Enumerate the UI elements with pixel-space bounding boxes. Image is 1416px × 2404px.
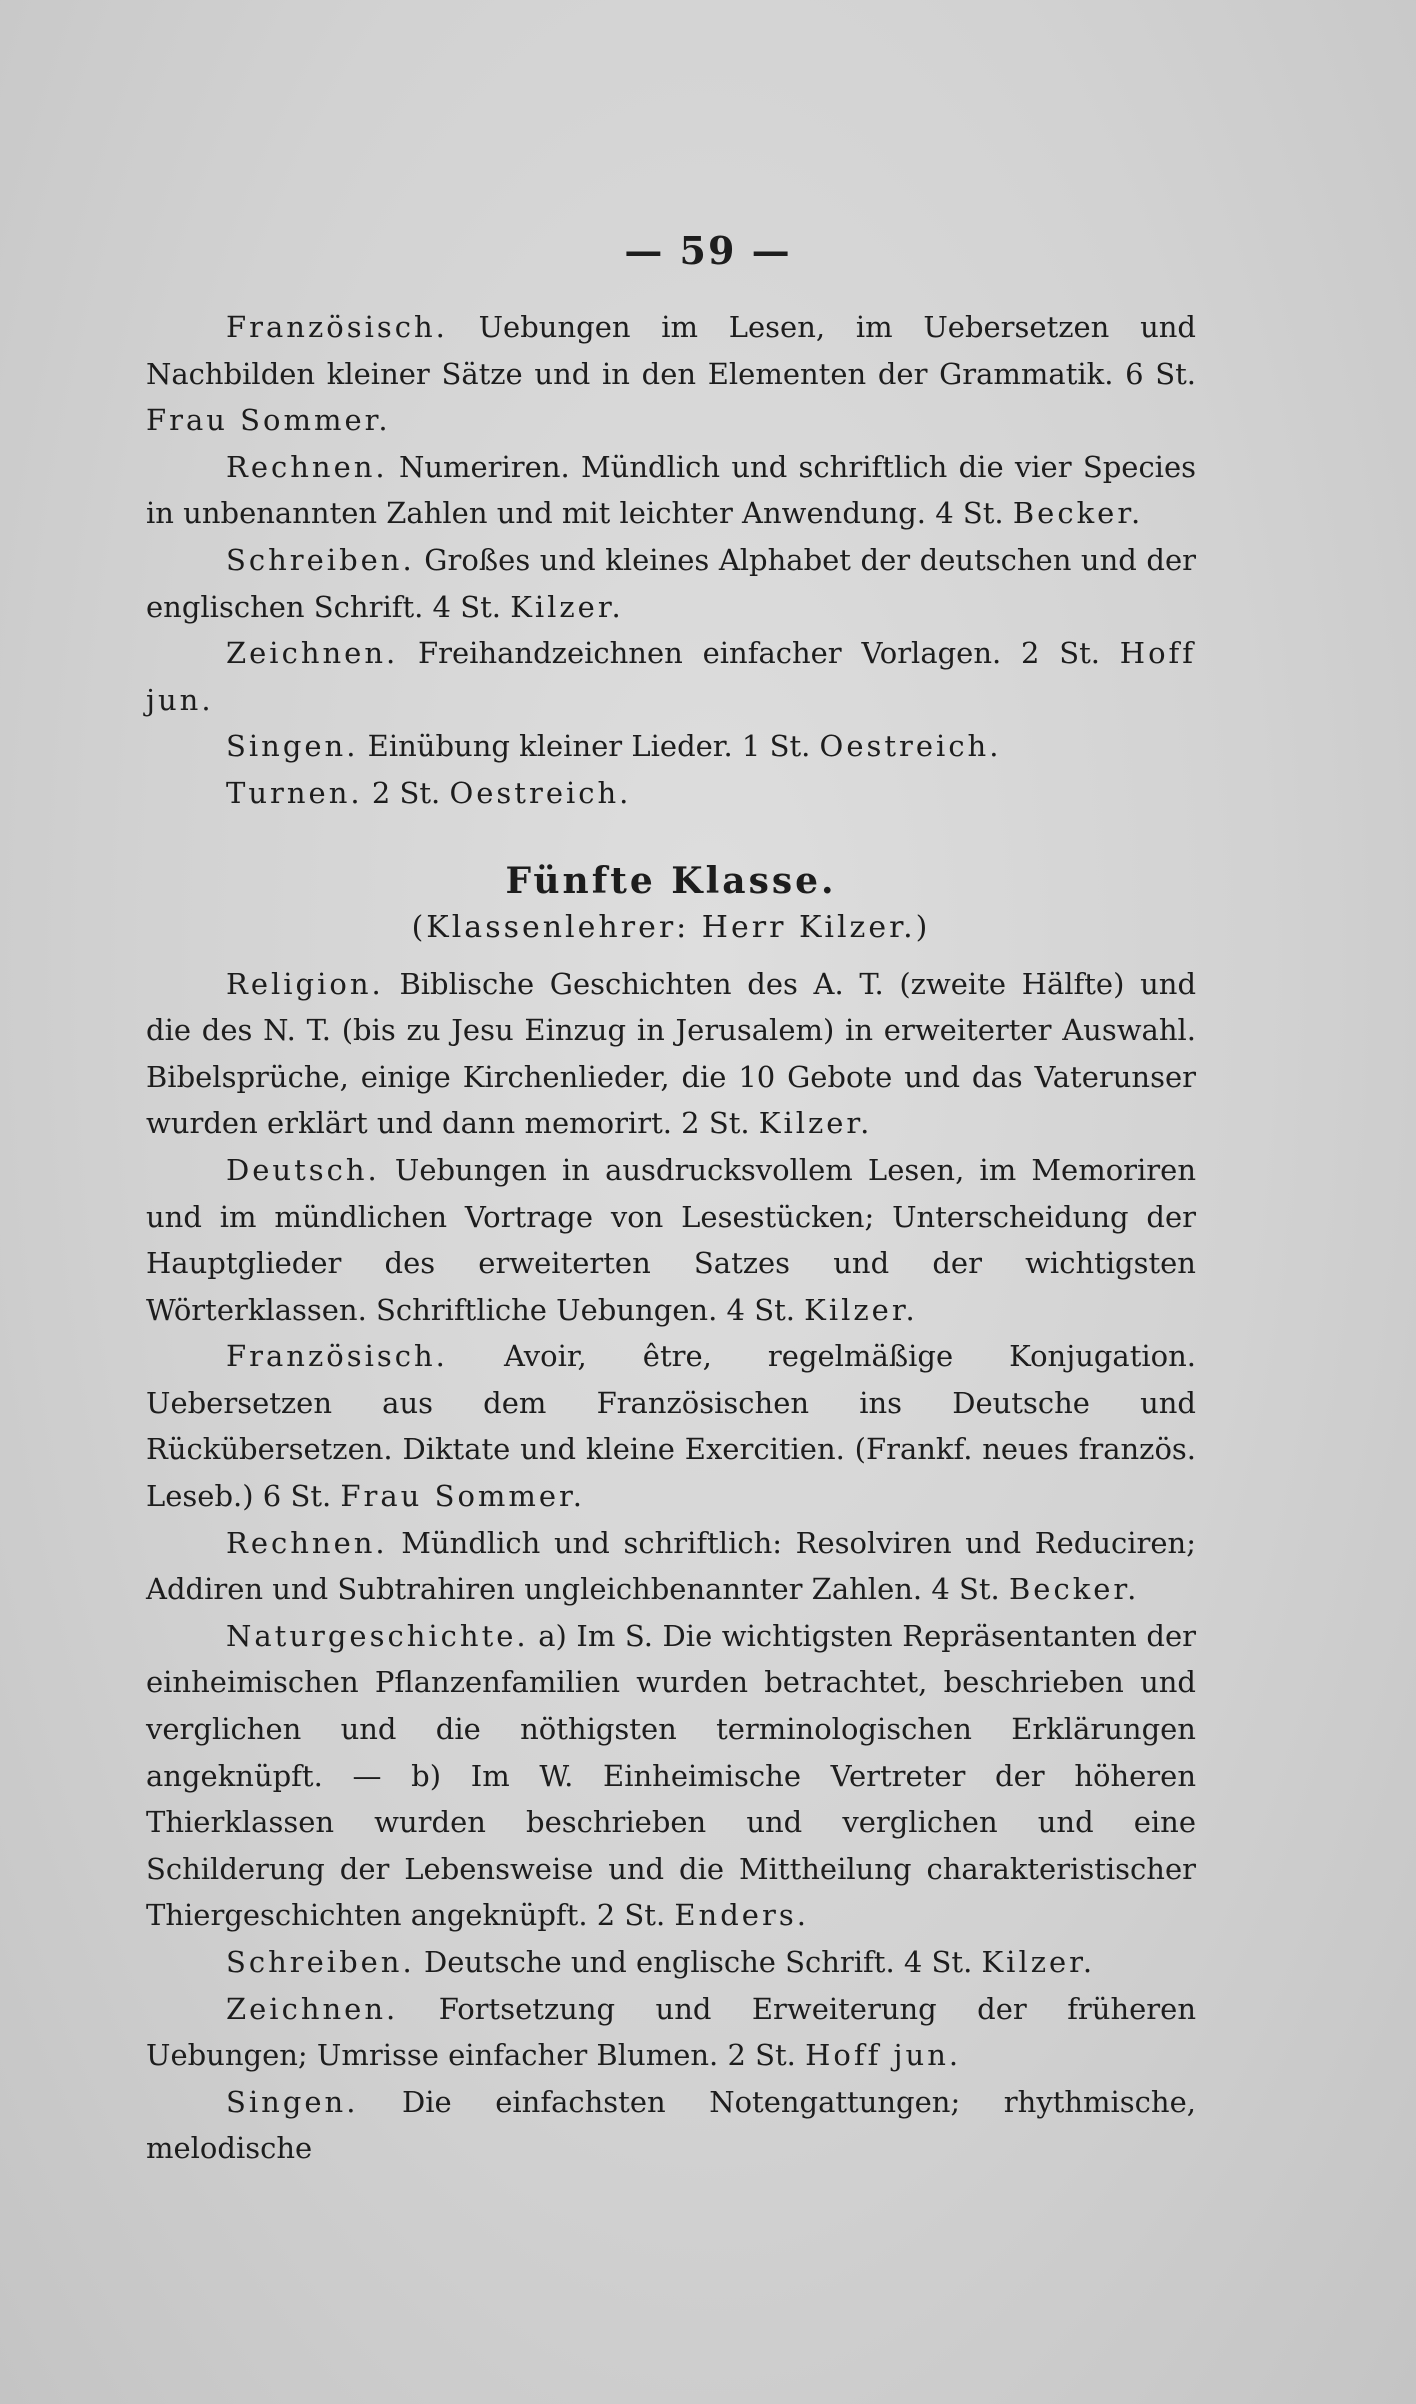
section-subheading: (Klassenlehrer: Herr Kilzer.) <box>411 909 931 945</box>
subject-label: Französisch. <box>226 1339 448 1374</box>
paragraph-text: Avoir, être, regelmäßige Konjugation. Uebersetzen aus dem Französischen ins Deutsche und Rückübersetzen. Diktate und kleine Exercitien. (Frankf. neues französ. Leseb.) 6 St. <box>146 1339 1197 1514</box>
subject-label: Rechnen. <box>226 449 388 484</box>
paragraph-text: Biblische Geschichten des A. T. (zweite Hälfte) und die des N. T. (bis zu Jesu Einzug in Jerusalem) in erweiterter Auswahl. Bibelsprüche, einige Kirchenlieder, die 10 Gebote und das Vaterunser wurden erklärt und dann memorirt. 2 St. <box>146 966 1197 1141</box>
teacher-name: Oestreich. <box>819 729 1002 764</box>
paragraph-franzoesisch-2 <box>146 1333 1196 1519</box>
paragraph-turnen <box>146 770 1196 817</box>
subject-label: Zeichnen. <box>226 1991 399 2026</box>
paragraph-religion <box>146 961 1196 1147</box>
subject-label: Singen. <box>226 729 359 764</box>
teacher-name: Enders. <box>674 1898 809 1933</box>
subject-label: Turnen. <box>226 775 363 810</box>
paragraph-text: Großes und kleines Alphabet der deutschen und der englischen Schrift. 4 St. <box>146 542 1197 624</box>
paragraph-franzoesisch <box>146 304 1196 444</box>
teacher-name: Kilzer. <box>804 1292 918 1327</box>
teacher-name: Becker. <box>1012 496 1144 531</box>
paragraph-schreiben <box>146 537 1196 630</box>
subject-label: Schreiben. <box>226 1945 415 1979</box>
paragraph-text: 2 St. <box>371 775 441 810</box>
page-number: — 59 — <box>624 228 792 273</box>
subject-label: Religion. <box>226 966 384 1001</box>
paragraph-text: Uebungen im Lesen, im Uebersetzen und Nachbilden kleiner Sätze und in den Elementen der Grammatik. 6 St. <box>146 310 1196 391</box>
teacher-name: Hoff jun. <box>805 2038 962 2073</box>
subject-label: Singen. <box>226 2084 359 2119</box>
subject-label: Französisch. <box>226 310 448 344</box>
paragraph-text: Die einfachsten Notengattungen; rhythmische, melodische <box>146 2084 1196 2166</box>
paragraph-rechnen <box>146 444 1196 537</box>
paragraph-text: Mündlich und schriftlich: Resolviren und Reduciren; Addiren und Subtrahiren ungleichbenannter Zahlen. 4 St. <box>146 1525 1196 1607</box>
paragraph-text: Freihandzeichnen einfacher Vorlagen. 2 St. <box>418 636 1100 671</box>
paragraph-deutsch <box>146 1147 1196 1333</box>
paragraph-text: Numeriren. Mündlich und schriftlich die vier Species in unbenannten Zahlen und mit leichter Anwendung. 4 St. <box>146 449 1196 531</box>
subject-label: Rechnen. <box>226 1525 388 1560</box>
teacher-name: Becker. <box>1008 1572 1140 1607</box>
teacher-name: Hoff jun. <box>146 636 1196 717</box>
subject-label: Schreiben. <box>226 542 415 577</box>
subject-label: Deutsch. <box>226 1152 380 1187</box>
teacher-name: Frau Sommer. <box>340 1479 585 1514</box>
paragraph-text: Fortsetzung und Erweiterung der früheren Uebungen; Umrisse einfacher Blumen. 2 St. <box>146 1991 1197 2073</box>
paragraph-singen-2 <box>146 2079 1196 2172</box>
teacher-name: Kilzer. <box>758 1106 873 1141</box>
teacher-name: Kilzer. <box>510 589 624 624</box>
teacher-name: Oestreich. <box>449 775 632 810</box>
teacher-name: Kilzer. <box>981 1945 1096 1979</box>
paragraph-text: Deutsche und englische Schrift. 4 St. <box>423 1945 973 1979</box>
teacher-name: Frau Sommer. <box>146 403 391 438</box>
paragraph-zeichnen-2 <box>146 1986 1196 2079</box>
paragraph-schreiben-2 <box>146 1939 1196 1986</box>
paragraph-rechnen-2 <box>146 1520 1196 1613</box>
paragraph-text: a) Im S. Die wichtigsten Repräsentanten der einheimischen Pflanzenfamilien wurden betrachtet, beschrieben und verglichen und die nöthigsten terminologischen Erklärungen angeknüpft. — b) Im W. Einheimische Vertreter der höheren Thierklassen wurden beschrieben und verglichen und eine Schilderung der Lebensweise und die Mittheilung charakteristischer Thiergeschichten angeknüpft. 2 St. <box>146 1618 1196 1933</box>
paragraph-text: Uebungen in ausdrucksvollem Lesen, im Memoriren und im mündlichen Vortrage von Lesestücken; Unterscheidung der Hauptglieder des erweiterten Satzes und der wichtigsten Wörterklassen. Schriftliche Uebungen. 4 St. <box>146 1152 1197 1327</box>
subject-label: Naturgeschichte. <box>226 1618 529 1653</box>
text-block <box>146 304 1196 2172</box>
paragraph-naturgeschichte <box>146 1613 1196 1939</box>
paragraph-singen <box>146 723 1196 770</box>
section-heading: Fünfte Klasse. <box>505 859 837 902</box>
subject-label: Zeichnen. <box>226 636 399 671</box>
paragraph-zeichnen <box>146 630 1196 723</box>
paragraph-text: Einübung kleiner Lieder. 1 St. <box>367 729 811 764</box>
